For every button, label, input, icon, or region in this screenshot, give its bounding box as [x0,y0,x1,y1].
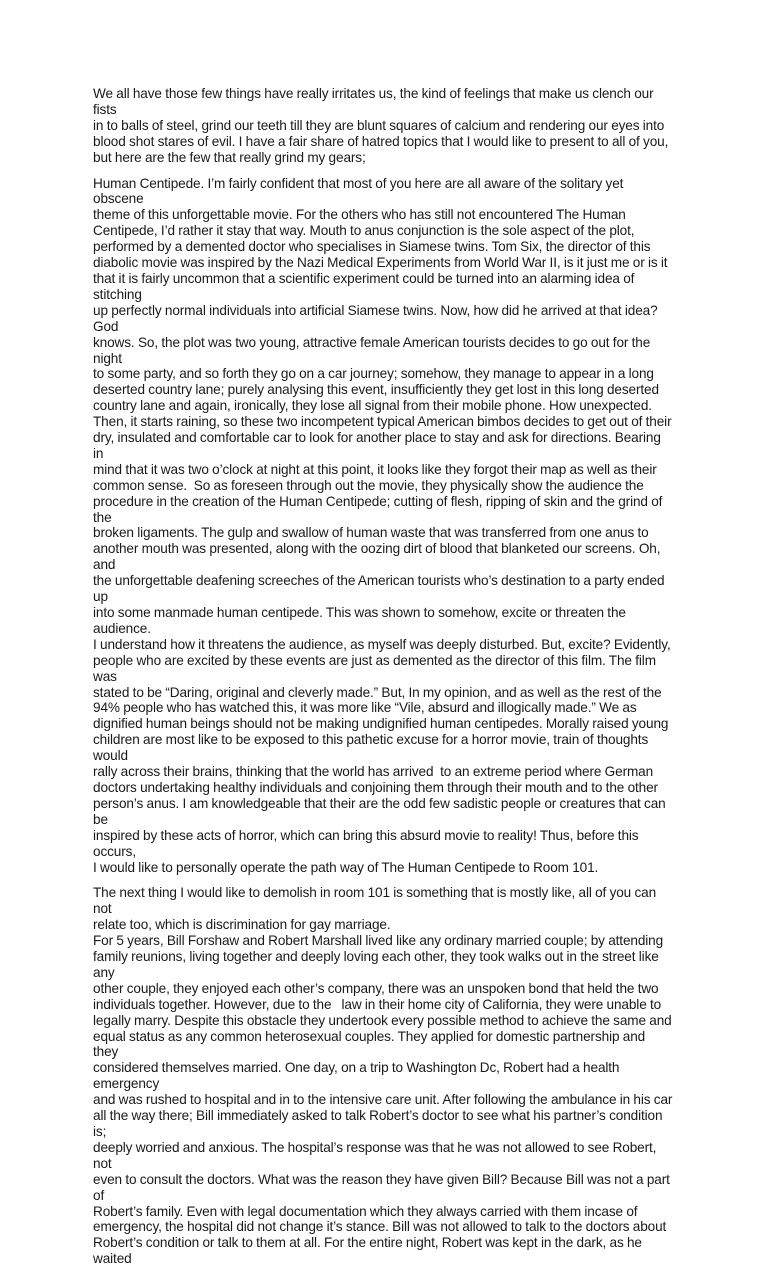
paragraph-human-centipede: Human Centipede. I’m fairly confident that most of you here are all aware of the solitary yet obscene theme of this unforgettable movie. For the others who has still not encountered The Human Centipede, I’d rather it stay that way. Mouth to anus conjunction is the sole aspect of the plot, performed by a demented doctor who specialises in Siamese twins. Tom Six, the director of this diabolic movie was inspired by the Nazi Medical Experiments from World War II, is it just me or is it that it is fairly uncommon that a scientific experiment could be turned into an alarming idea of stitching up perfectly normal individuals into artificial Siamese twins. Now, how did he arrived at that idea? God knows. So, the plot was two young, attractive female American tourists decides to go out for the night to some party, and so forth they go on a car journey; somehow, they manage to appear in a long deserted country lane; purely analysing this event, insufficiently they get lost in this long deserted country lane and again, ironically, they lose all signal from their mobile phone. How unexpected. Then, it starts raining, so these two incompetent typical American bimbos decides to get out of their dry, insulated and comfortable car to look for another place to stay and ask for directions. Bearing in mind that it was two o’clock at night at this point, it looks like they forgot their map as well as their common sense. So as foreseen through out the movie, they physically show the audience the procedure in the creation of the Human Centipede; cutting of flesh, ripping of skin and the grind of the broken ligaments. The gulp and swallow of human waste that was transferred from one anus to another mouth was presented, along with the oozing dirt of blood that blanketed our screens. Oh, and the unforgettable deafening screeches of the American tourists who’s destination to a party ended up into some manmade human centipede. This was shown to somehow, excite or threaten the audience. I understand how it threatens the audience, as myself was deeply disturbed. But, excite? Evidently, people who are excited by these events are just as demented as the director of this film. The film was stated to be “Daring, original and cleverly made.” But, In my opinion, and as well as the rest of the 94% people who has watched this, it was more like “Vile, absurd and illogically made.” We as dignified human beings should not be making undignified human centipedes. Morally raised young children are most like to be exposed to this pathetic excuse for a horror movie, train of thoughts would rally across their brains, thinking that the world has arrived to an extreme period where German doctors undertaking healthy individuals and conjoining them through their mouth and to the other person’s anus. I am knowledgeable that their are the odd few sadistic people or creatures that can be inspired by these acts of horror, which can bring this absurd movie to reality! Thus, before this occurs, I would like to personally operate the path way of The Human Centipede to Room 101. [93,175,672,875]
paragraph-gap [93,875,673,885]
paragraph-gay-marriage: The next thing I would like to demolish in room 101 is something that is mostly like, all of you can not relate too, which is discrimination for gay marriage. For 5 years, Bill Forshaw and Robert Marshall lived like any ordinary married couple; by attending family reunions, living together and deeply loving each other, they took walks out in the street like any other couple, they enjoyed each other’s company, there was an unspoken bond that held the two individuals together. However, due to the law in their home city of California, they were unable to legally marry. Despite this obstacle they undertook every possible method to achieve the same and equal status as any common heterosexual couples. They applied for domestic partnership and they considered themselves married. One day, on a trip to Washington Dc, Robert had a health emergency and was rushed to hospital and in to the intensive care unit. After following the ambulance in his car all the way there; Bill immediately asked to talk Robert’s doctor to see what his partner’s condition is; deeply worried and anxious. The hospital’s response was that he was not allowed to see Robert, not even to consult the doctors. What was the reason they have given Bill? Because Bill was not a part of Robert’s family. Even with legal documentation which they always carried with them incase of emergency, the hospital did not change it’s stance. Bill was not allowed to talk to the doctors about Robert’s condition or talk to them at all. For the entire night, Robert was kept in the dark, as he waited [93,885,673,1267]
paragraph-intro: We all have those few things have really irritates us, the kind of feelings that make us clench our fists in to balls of steel, grind our teeth till they are blunt squares of calcium and rendering our eyes into blood shot stares of evil. I have a fair share of hatred topics that I would like to present to all of you, but here are the few that really grind my gears; [93,86,669,165]
document-body [93,86,673,1267]
paragraph-gap [93,166,673,176]
